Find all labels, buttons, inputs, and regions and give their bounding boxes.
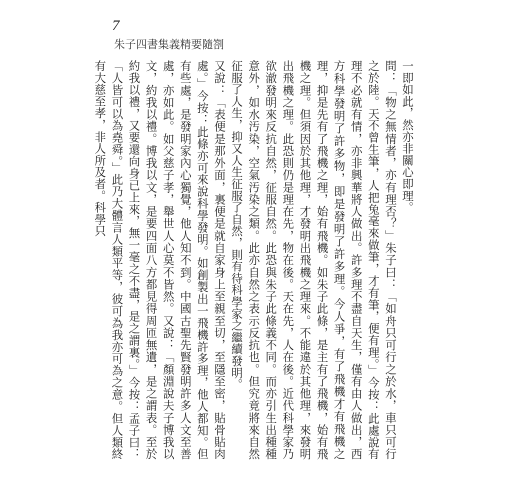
body-text bbox=[93, 60, 416, 460]
page-number: 7 bbox=[112, 18, 120, 34]
paragraph: 又說：「表便是那外面，裏便是就自家身上至親至切，至隱至密，貼骨貼肉處。」今按：此條亦可來說科學發明。如創製出一飛機許多理，他人都知。但有些處，是發明家內心獨覺，他人知不到。中國古聖先賢發明許多人文至善處，亦如此。如父慈子孝，舉世人心莫不皆然。又說：「顏淵說夫子博我以文，約我以禮。博我以文，是要四面八方都見得周匝無遺，是之謂表。至於約我以禮，又要還向身已上來，無一毫之不盡，是之謂裏。」今按：孟子曰：「人皆可以為堯舜。」此乃大體言人類平等，彼可為我亦可為之意。但人類終有大慈至孝，非人所及者。科學只 bbox=[93, 60, 227, 460]
paragraph: 一即如此，然亦非關心即理。 bbox=[401, 60, 415, 214]
running-head: 朱子四書集義精要隨劄 bbox=[114, 38, 224, 51]
paragraph: 問：「物之無情者，亦有理否？」朱子曰：「如舟只可行之於水，車只可行之於陸。天不曾生筆，人把兔毫來做筆，才有筆，便有理。」今按：此處說有理不必就有情，亦非興華將人做出。許多理不盡自天生，僅有由人做出，西方科學發明了許多物，即是發明了許多理。今人爭，有了飛機才有飛機之理，抑是先有了飛機之理，始有飛機。如朱子此條，是主有了飛機，始有飛機之理。但須因於其他理，才發明出飛機之理來。不能違於其他理，來發明出飛機之理。此恐則仍是理在先，物在後。天在先，人在後。近代科學家乃欲澈發明來反抗自然，征服自然。此恐與朱子此條義不同。而亦引生出種種意外，如水汚染，空氣汚染之類。此亦自然之表示反抗也。但究竟將來自然征服了人生，抑又人生征服了自然，則有待科學家之繼續發明。 bbox=[230, 60, 398, 460]
